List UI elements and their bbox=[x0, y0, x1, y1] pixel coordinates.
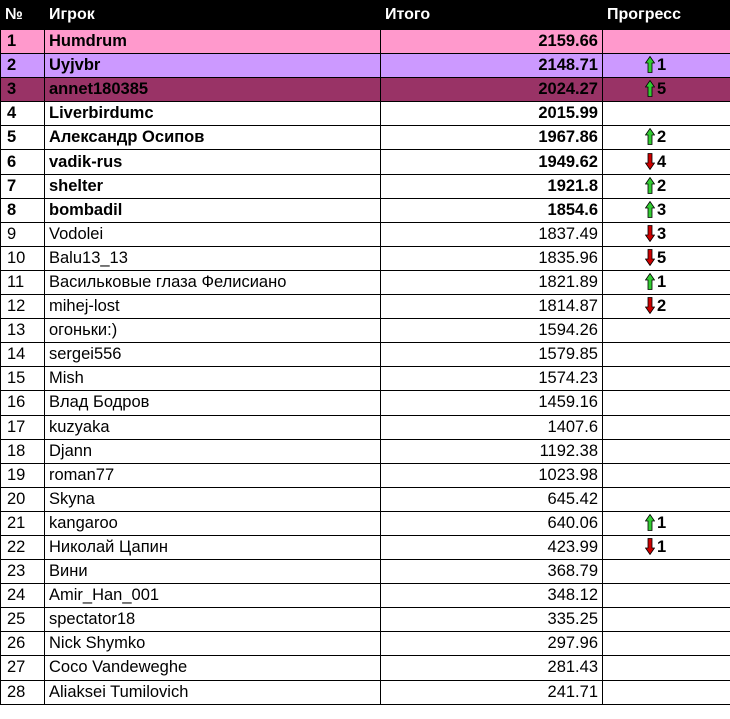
table-row bbox=[1, 680, 730, 704]
arrow-down-icon bbox=[645, 153, 655, 170]
total-cell: 1835.96 bbox=[381, 246, 603, 270]
total-cell: 1967.86 bbox=[381, 126, 603, 150]
table-row bbox=[1, 584, 730, 608]
table-row bbox=[1, 343, 730, 367]
arrow-up-icon bbox=[645, 273, 655, 290]
total-cell: 1821.89 bbox=[381, 270, 603, 294]
progress-cell bbox=[603, 270, 730, 294]
table-row bbox=[1, 439, 730, 463]
rank-cell: 15 bbox=[1, 367, 45, 391]
total-cell: 1837.49 bbox=[381, 222, 603, 246]
arrow-down-icon bbox=[645, 538, 655, 555]
total-cell: 2015.99 bbox=[381, 102, 603, 126]
progress-change: 1 bbox=[657, 56, 667, 75]
player-name-cell: Vodolei bbox=[45, 222, 381, 246]
table-row bbox=[1, 126, 730, 150]
progress-cell bbox=[603, 126, 730, 150]
arrow-down-icon bbox=[645, 249, 655, 266]
rank-cell: 2 bbox=[1, 54, 45, 78]
total-cell: 1023.98 bbox=[381, 463, 603, 487]
rank-cell: 27 bbox=[1, 656, 45, 680]
total-cell: 1407.6 bbox=[381, 415, 603, 439]
progress-cell bbox=[603, 367, 730, 391]
rank-cell: 17 bbox=[1, 415, 45, 439]
player-name-cell: Uyjvbr bbox=[45, 54, 381, 78]
player-name-cell: огоньки:) bbox=[45, 319, 381, 343]
progress-cell bbox=[603, 632, 730, 656]
table-row bbox=[1, 78, 730, 102]
table-row bbox=[1, 367, 730, 391]
header-player: Игрок bbox=[45, 1, 381, 30]
arrow-down-icon bbox=[645, 297, 655, 314]
arrow-up-icon bbox=[645, 514, 655, 531]
player-name-cell: Humdrum bbox=[45, 30, 381, 54]
rank-cell: 18 bbox=[1, 439, 45, 463]
progress-cell bbox=[603, 391, 730, 415]
arrow-up-icon bbox=[645, 56, 655, 73]
player-name-cell: Aliaksei Tumilovich bbox=[45, 680, 381, 704]
total-cell: 1192.38 bbox=[381, 439, 603, 463]
table-row bbox=[1, 102, 730, 126]
progress-cell bbox=[603, 343, 730, 367]
table-row bbox=[1, 198, 730, 222]
progress-cell bbox=[603, 150, 730, 174]
total-cell: 2159.66 bbox=[381, 30, 603, 54]
header-total: Итого bbox=[381, 1, 603, 30]
progress-cell bbox=[603, 463, 730, 487]
progress-change: 2 bbox=[657, 297, 667, 316]
table-row bbox=[1, 295, 730, 319]
rank-cell: 24 bbox=[1, 584, 45, 608]
table-row bbox=[1, 30, 730, 54]
progress-cell bbox=[603, 584, 730, 608]
table-row bbox=[1, 415, 730, 439]
rank-cell: 7 bbox=[1, 174, 45, 198]
rank-cell: 3 bbox=[1, 78, 45, 102]
table-row bbox=[1, 319, 730, 343]
table-row bbox=[1, 150, 730, 174]
progress-cell bbox=[603, 487, 730, 511]
progress-cell bbox=[603, 535, 730, 559]
total-cell: 423.99 bbox=[381, 535, 603, 559]
player-name-cell: Balu13_13 bbox=[45, 246, 381, 270]
table-row bbox=[1, 463, 730, 487]
player-name-cell: annet180385 bbox=[45, 78, 381, 102]
table-row bbox=[1, 656, 730, 680]
table-row bbox=[1, 511, 730, 535]
total-cell: 1814.87 bbox=[381, 295, 603, 319]
player-name-cell: Nick Shymko bbox=[45, 632, 381, 656]
progress-change: 1 bbox=[657, 513, 667, 532]
header-num: № bbox=[1, 1, 45, 30]
player-name-cell: kuzyaka bbox=[45, 415, 381, 439]
total-cell: 335.25 bbox=[381, 608, 603, 632]
player-name-cell: Amir_Han_001 bbox=[45, 584, 381, 608]
progress-cell bbox=[603, 54, 730, 78]
player-name-cell: spectator18 bbox=[45, 608, 381, 632]
player-name-cell: Skyna bbox=[45, 487, 381, 511]
progress-cell bbox=[603, 608, 730, 632]
progress-cell bbox=[603, 560, 730, 584]
player-name-cell: Coco Vandeweghe bbox=[45, 656, 381, 680]
rank-cell: 12 bbox=[1, 295, 45, 319]
total-cell: 281.43 bbox=[381, 656, 603, 680]
arrow-up-icon bbox=[645, 80, 655, 97]
player-name-cell: Васильковые глаза Фелисиано bbox=[45, 270, 381, 294]
table-row bbox=[1, 174, 730, 198]
total-cell: 1579.85 bbox=[381, 343, 603, 367]
table-row bbox=[1, 487, 730, 511]
progress-cell bbox=[603, 439, 730, 463]
progress-cell bbox=[603, 174, 730, 198]
progress-cell bbox=[603, 222, 730, 246]
total-cell: 2024.27 bbox=[381, 78, 603, 102]
rank-cell: 16 bbox=[1, 391, 45, 415]
rank-cell: 11 bbox=[1, 270, 45, 294]
player-name-cell: Вини bbox=[45, 560, 381, 584]
player-name-cell: mihej-lost bbox=[45, 295, 381, 319]
progress-cell bbox=[603, 246, 730, 270]
progress-change: 5 bbox=[657, 80, 667, 99]
progress-cell bbox=[603, 198, 730, 222]
progress-cell bbox=[603, 415, 730, 439]
rank-cell: 25 bbox=[1, 608, 45, 632]
total-cell: 368.79 bbox=[381, 560, 603, 584]
progress-cell bbox=[603, 656, 730, 680]
progress-cell bbox=[603, 78, 730, 102]
total-cell: 1459.16 bbox=[381, 391, 603, 415]
total-cell: 645.42 bbox=[381, 487, 603, 511]
progress-cell bbox=[603, 102, 730, 126]
rank-cell: 20 bbox=[1, 487, 45, 511]
total-cell: 1854.6 bbox=[381, 198, 603, 222]
table-row bbox=[1, 270, 730, 294]
progress-cell bbox=[603, 511, 730, 535]
rank-cell: 23 bbox=[1, 560, 45, 584]
rank-cell: 28 bbox=[1, 680, 45, 704]
rank-cell: 14 bbox=[1, 343, 45, 367]
player-name-cell: Николай Цапин bbox=[45, 535, 381, 559]
progress-change: 4 bbox=[657, 152, 667, 171]
progress-change: 3 bbox=[657, 200, 667, 219]
player-name-cell: shelter bbox=[45, 174, 381, 198]
header-progress: Прогресс bbox=[603, 1, 730, 30]
player-name-cell: Влад Бодров bbox=[45, 391, 381, 415]
rank-cell: 26 bbox=[1, 632, 45, 656]
table-row bbox=[1, 535, 730, 559]
rank-cell: 1 bbox=[1, 30, 45, 54]
player-name-cell: sergei556 bbox=[45, 343, 381, 367]
rank-cell: 21 bbox=[1, 511, 45, 535]
player-name-cell: Djann bbox=[45, 439, 381, 463]
table-row bbox=[1, 54, 730, 78]
player-name-cell: vadik-rus bbox=[45, 150, 381, 174]
arrow-up-icon bbox=[645, 201, 655, 218]
rank-cell: 13 bbox=[1, 319, 45, 343]
progress-change: 5 bbox=[657, 248, 667, 267]
table-row bbox=[1, 222, 730, 246]
player-name-cell: bombadil bbox=[45, 198, 381, 222]
player-name-cell: Mish bbox=[45, 367, 381, 391]
table-row bbox=[1, 632, 730, 656]
progress-change: 1 bbox=[657, 538, 667, 557]
rank-cell: 9 bbox=[1, 222, 45, 246]
total-cell: 640.06 bbox=[381, 511, 603, 535]
arrow-up-icon bbox=[645, 128, 655, 145]
progress-cell bbox=[603, 30, 730, 54]
rank-cell: 22 bbox=[1, 535, 45, 559]
table-row bbox=[1, 560, 730, 584]
total-cell: 1574.23 bbox=[381, 367, 603, 391]
table-row bbox=[1, 391, 730, 415]
player-name-cell: Liverbirdumc bbox=[45, 102, 381, 126]
player-name-cell: kangaroo bbox=[45, 511, 381, 535]
table-row bbox=[1, 246, 730, 270]
total-cell: 2148.71 bbox=[381, 54, 603, 78]
total-cell: 1594.26 bbox=[381, 319, 603, 343]
total-cell: 1949.62 bbox=[381, 150, 603, 174]
rank-cell: 6 bbox=[1, 150, 45, 174]
rank-cell: 19 bbox=[1, 463, 45, 487]
arrow-up-icon bbox=[645, 177, 655, 194]
rank-cell: 8 bbox=[1, 198, 45, 222]
progress-cell bbox=[603, 295, 730, 319]
player-name-cell: Александр Осипов bbox=[45, 126, 381, 150]
progress-change: 3 bbox=[657, 224, 667, 243]
progress-cell bbox=[603, 319, 730, 343]
rank-cell: 10 bbox=[1, 246, 45, 270]
total-cell: 297.96 bbox=[381, 632, 603, 656]
rank-cell: 5 bbox=[1, 126, 45, 150]
arrow-down-icon bbox=[645, 225, 655, 242]
progress-change: 2 bbox=[657, 176, 667, 195]
total-cell: 348.12 bbox=[381, 584, 603, 608]
progress-change: 2 bbox=[657, 128, 667, 147]
total-cell: 1921.8 bbox=[381, 174, 603, 198]
progress-change: 1 bbox=[657, 272, 667, 291]
header-row bbox=[1, 1, 730, 30]
table-row bbox=[1, 608, 730, 632]
rank-cell: 4 bbox=[1, 102, 45, 126]
player-name-cell: roman77 bbox=[45, 463, 381, 487]
total-cell: 241.71 bbox=[381, 680, 603, 704]
progress-cell bbox=[603, 680, 730, 704]
